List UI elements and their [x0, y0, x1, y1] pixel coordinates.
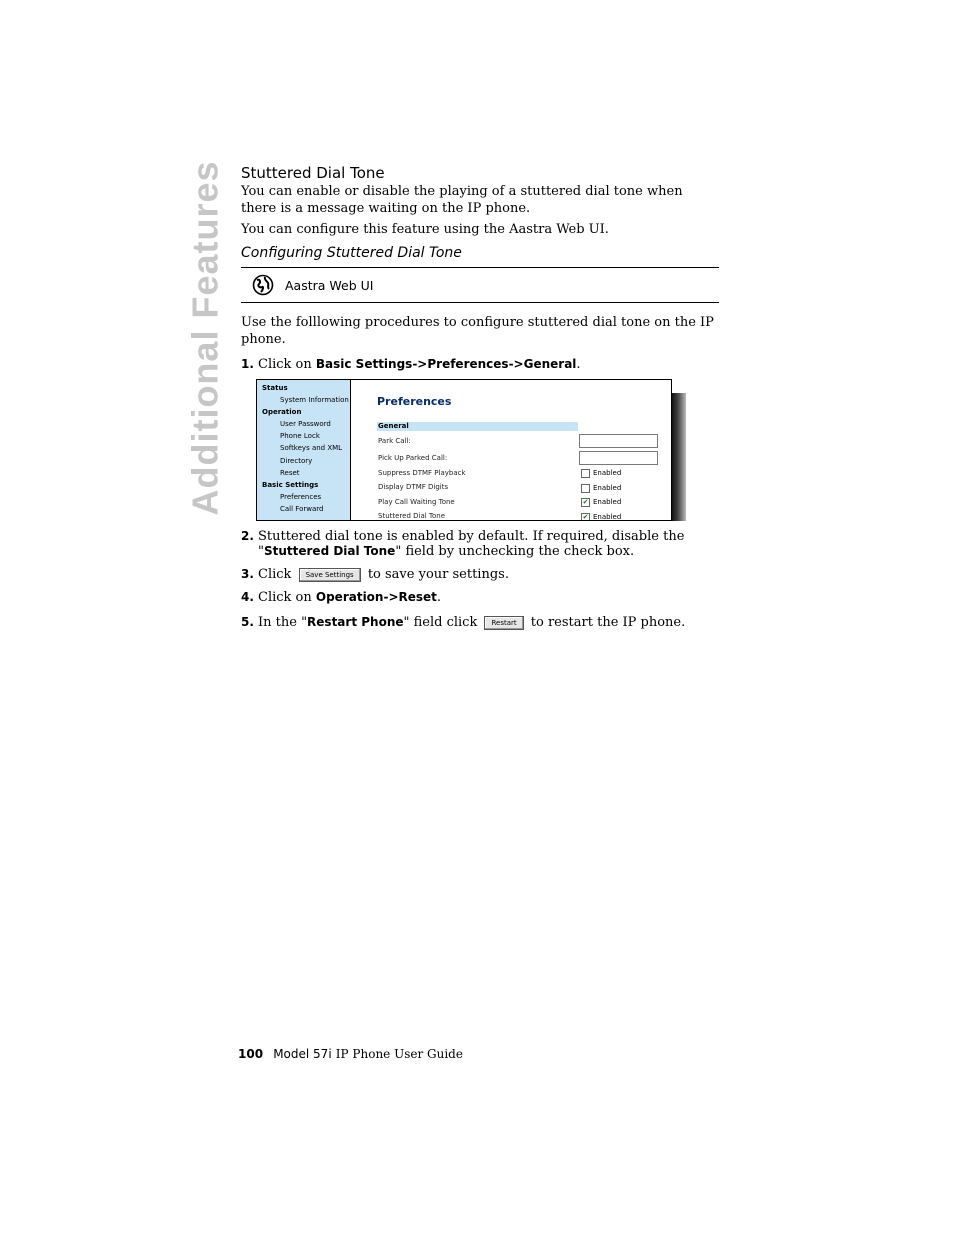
step-bold: Basic Settings->Preferences->General	[315, 357, 577, 371]
step-1	[241, 357, 719, 372]
step-number: 1.	[241, 357, 254, 371]
suppress-dtmf-checkbox[interactable]	[581, 469, 621, 478]
step-text: Click	[258, 567, 296, 582]
play-call-waiting-checkbox[interactable]	[581, 498, 621, 507]
nav-item-user-password[interactable]: User Password	[280, 420, 331, 428]
paragraph-intro: You can enable or disable the playing of a stuttered dial tone when there is a message waiting on the IP phone.	[241, 184, 683, 216]
checkbox-label: Enabled	[593, 469, 622, 477]
footer-guide-title: IP Phone User Guide	[335, 1047, 463, 1061]
step-3	[241, 567, 719, 582]
step-text: " field click	[403, 615, 482, 630]
checkmark-icon[interactable]: ✔	[582, 498, 589, 506]
screenshot-frame	[256, 379, 672, 521]
step-text: Stuttered dial tone is enabled by default. If required, disable the "	[258, 529, 685, 559]
step-bold: Operation->Reset	[315, 590, 437, 604]
nav-item-basic-settings[interactable]: Basic Settings	[262, 481, 319, 489]
step-4	[241, 590, 719, 605]
step-text: .	[576, 357, 581, 372]
nav-item-call-forward[interactable]: Call Forward	[280, 505, 324, 513]
save-settings-button[interactable]: Save Settings	[299, 568, 361, 582]
step-text: .	[436, 590, 442, 605]
webui-label: Aastra Web UI	[285, 277, 374, 293]
step-text: to restart the IP phone.	[526, 615, 686, 630]
field-label-stuttered-dial-tone: Stuttered Dial Tone	[378, 512, 446, 520]
checkbox-label: Enabled	[593, 513, 622, 521]
field-label-suppress-dtmf: Suppress DTMF Playback	[378, 469, 466, 477]
nav-item-reset[interactable]: Reset	[280, 469, 300, 477]
screenshot-nav	[257, 380, 351, 520]
field-label-play-call-waiting: Play Call Waiting Tone	[378, 498, 455, 506]
nav-item-system-information[interactable]: System Information	[280, 396, 349, 404]
nav-item-phone-lock[interactable]: Phone Lock	[280, 432, 320, 440]
step-text: Click on	[258, 590, 316, 605]
section-title: Stuttered Dial Tone	[241, 164, 385, 182]
step-bold: Stuttered Dial Tone	[263, 544, 396, 558]
page-footer	[238, 1047, 463, 1062]
checkbox-label: Enabled	[593, 498, 622, 506]
page-number: 100	[238, 1047, 264, 1061]
checkmark-icon[interactable]: ✔	[582, 513, 589, 521]
nav-item-status[interactable]: Status	[262, 384, 288, 392]
nav-item-operation[interactable]: Operation	[262, 408, 302, 416]
general-section-bar: General	[377, 422, 578, 431]
step-2	[241, 529, 719, 559]
field-label-park-call: Park Call:	[378, 437, 411, 445]
webui-row	[241, 268, 719, 303]
field-label-pick-up-parked-call: Pick Up Parked Call:	[378, 454, 448, 462]
step-text: In the "	[258, 615, 308, 630]
side-tab	[185, 160, 227, 516]
side-tab-label: Additional Features	[185, 160, 227, 516]
procedure-intro: Use the folllowing procedures to configure stuttered dial tone on the IP phone.	[241, 315, 714, 347]
step-number: 2.	[241, 529, 254, 543]
nav-item-preferences[interactable]: Preferences	[280, 493, 322, 501]
pane-title: Preferences	[377, 395, 452, 408]
step-5	[241, 615, 719, 630]
globe-icon	[252, 274, 274, 296]
screenshot-pane	[351, 380, 671, 520]
step-bold: Restart Phone	[307, 615, 404, 629]
step-text: to save your settings.	[363, 567, 509, 582]
display-dtmf-checkbox[interactable]	[581, 484, 621, 493]
restart-button[interactable]: Restart	[484, 616, 523, 630]
checkbox-box[interactable]	[581, 484, 590, 493]
step-text: " field by unchecking the check box.	[395, 544, 635, 559]
park-call-input[interactable]	[579, 434, 658, 448]
stuttered-dial-tone-checkbox[interactable]	[581, 513, 621, 521]
nav-item-directory[interactable]: Directory	[280, 457, 313, 465]
footer-model: Model 57i	[273, 1047, 332, 1061]
pick-up-parked-call-input[interactable]	[579, 451, 658, 465]
page-content	[241, 163, 719, 630]
field-label-display-dtmf: Display DTMF Digits	[378, 483, 449, 491]
step-number: 5.	[241, 615, 254, 629]
nav-item-softkeys-xml[interactable]: Softkeys and XML	[280, 444, 343, 452]
step-number: 4.	[241, 590, 254, 604]
step-text: Click on	[258, 357, 316, 372]
web-ui-screenshot	[256, 379, 686, 521]
paragraph-webui-note: You can configure this feature using the Aastra Web UI.	[241, 222, 609, 237]
checkbox-box[interactable]	[581, 469, 590, 478]
checkbox-label: Enabled	[593, 484, 622, 492]
subheading: Configuring Stuttered Dial Tone	[241, 244, 719, 268]
step-number: 3.	[241, 567, 254, 581]
screenshot-shadow	[670, 393, 686, 521]
